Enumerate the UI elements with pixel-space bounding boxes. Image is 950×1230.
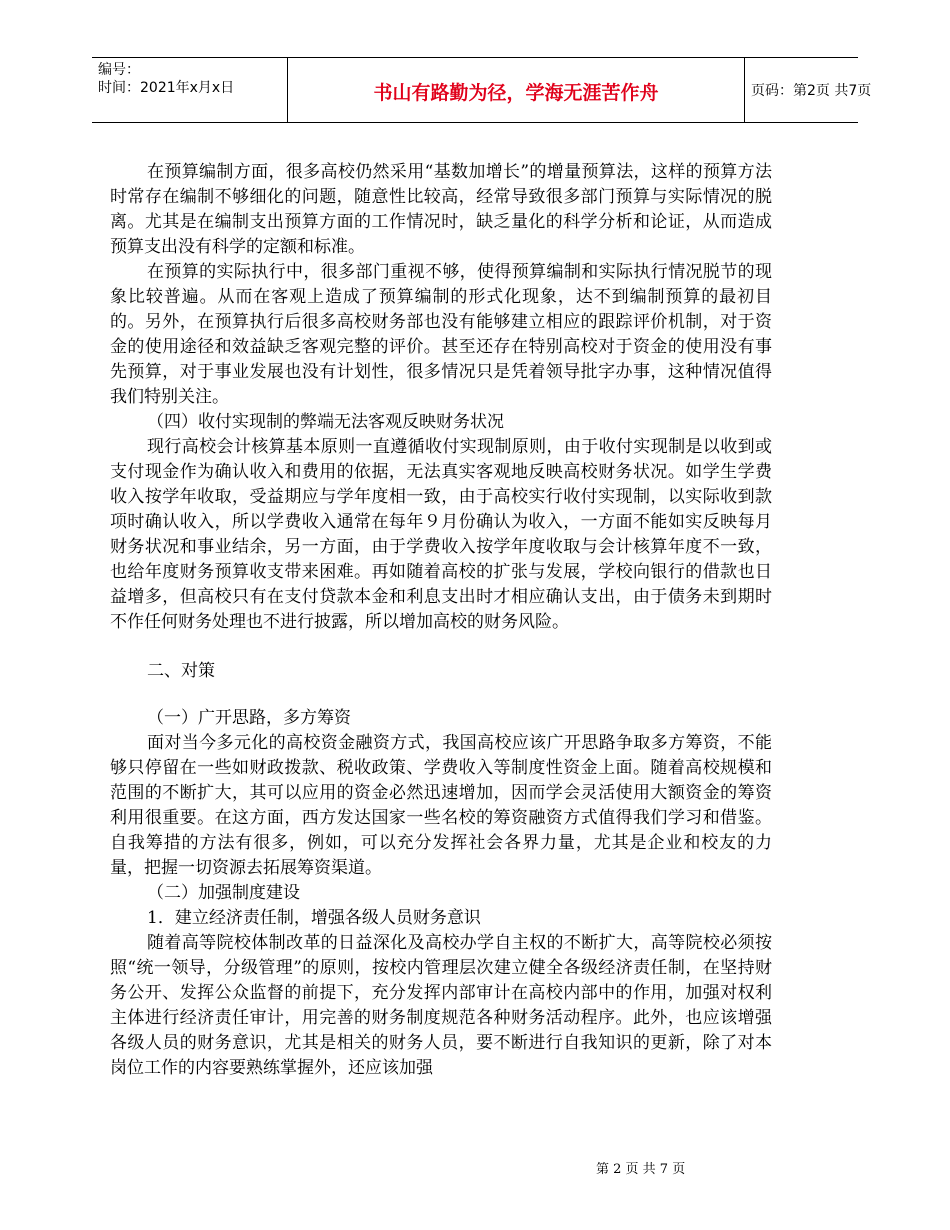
page-header [92, 57, 872, 123]
page-info: 页码：第2页 共7页 [751, 83, 872, 99]
paragraph: 面对当今多元化的高校资金融资方式，我国高校应该广开思路争取多方筹资，不能够只停留在一些如财政拨款、税收政策、学费收入等制度性资金上面。随着高校规模和范围的不断扩大，其可以应用的资金必然迅速增加，因而学会灵活使用大额资金的筹资利用很重要。在这方面，西方发达国家一些名校的筹资融资方式值得我们学习和借鉴。自我筹措的方法有很多，例如，可以充分发挥社会各界力量，尤其是企业和校友的力量，把握一切资源去拓展筹资渠道。 [110, 733, 772, 878]
paragraph: 在预算的实际执行中，很多部门重视不够，使得预算编制和实际执行情况脱节的现象比较普遍。从而在客观上造成了预算编制的形式化现象，达不到编制预算的最初目的。另外，在预算执行后很多高校财务部也没有能够建立相应的跟踪评价机制，对于资金的使用途径和效益缺乏客观完整的评价。甚至还存在特别高校对于资金的使用没有事先预算，对于事业发展也没有计划性，很多情况只是凭着领导批字办事，这种情况值得我们特别关注。 [110, 262, 772, 407]
subheading: （一）广开思路，多方筹资 [147, 708, 351, 728]
document-body [110, 160, 772, 1081]
paragraph: 在预算编制方面，很多高校仍然采用“基数加增长”的增量预算法，这样的预算方法时常存在编制不够细化的问题，随意性比较高，经常导致很多部门预算与实际情况的脱离。尤其是在编制支出预算方面的工作情况时，缺乏量化的科学分析和论证，从而造成预算支出没有科学的定额和标准。 [110, 162, 772, 257]
paragraph: 随着高等院校体制改革的日益深化及高校办学自主权的不断扩大，高等院校必须按照“统一领导，分级管理”的原则，按校内管理层次建立健全各级经济责任制，在坚持财务公开、发挥公众监督的前提下，充分发挥内部审计在高校内部中的作用，加强对权利主体进行经济责任审计，用完善的财务制度规范各种财务活动程序。此外，也应该增强各级人员的财务意识，尤其是相关的财务人员，要不断进行自我知识的更新，除了对本岗位工作的内容要熟练掌握外，还应该加强 [110, 933, 772, 1078]
number-label: 编号： [98, 62, 140, 78]
header-motto-cell [287, 58, 745, 122]
time-label: 时间：2021年x月x日 [98, 80, 235, 96]
header-left-cell [92, 58, 287, 122]
subheading: 1．建立经济责任制，增强各级人员财务意识 [147, 908, 481, 928]
header-right-cell [743, 58, 872, 122]
section-heading: 二、对策 [147, 661, 215, 681]
paragraph: 现行高校会计核算基本原则一直遵循收付实现制原则，由于收付实现制是以收到或支付现金作为确认收入和费用的依据，无法真实客观地反映高校财务状况。如学生学费收入按学年收取，受益期应与学年度相一致，由于高校实行收付实现制，以实际收到款项时确认收入，所以学费收入通常在每年９月份确认为收入，一方面不能如实反映每月财务状况和事业结余，另一方面，由于学费收入按学年度收取与会计核算年度不一致，也给年度财务预算收支带来困难。再如随着高校的扩张与发展，学校向银行的借款也日益增多，但高校只有在支付贷款本金和利息支出时才相应确认支出，由于债务未到期时不作任何财务处理也不进行披露，所以增加高校的财务风险。 [110, 437, 772, 632]
subheading: （四）收付实现制的弊端无法客观反映财务状况 [147, 412, 504, 432]
subheading: （二）加强制度建设 [147, 883, 300, 903]
page-footer: 第 2 页 共 7 页 [596, 1162, 686, 1177]
motto: 书山有路勤为径，学海无涯苦作舟 [373, 82, 659, 104]
